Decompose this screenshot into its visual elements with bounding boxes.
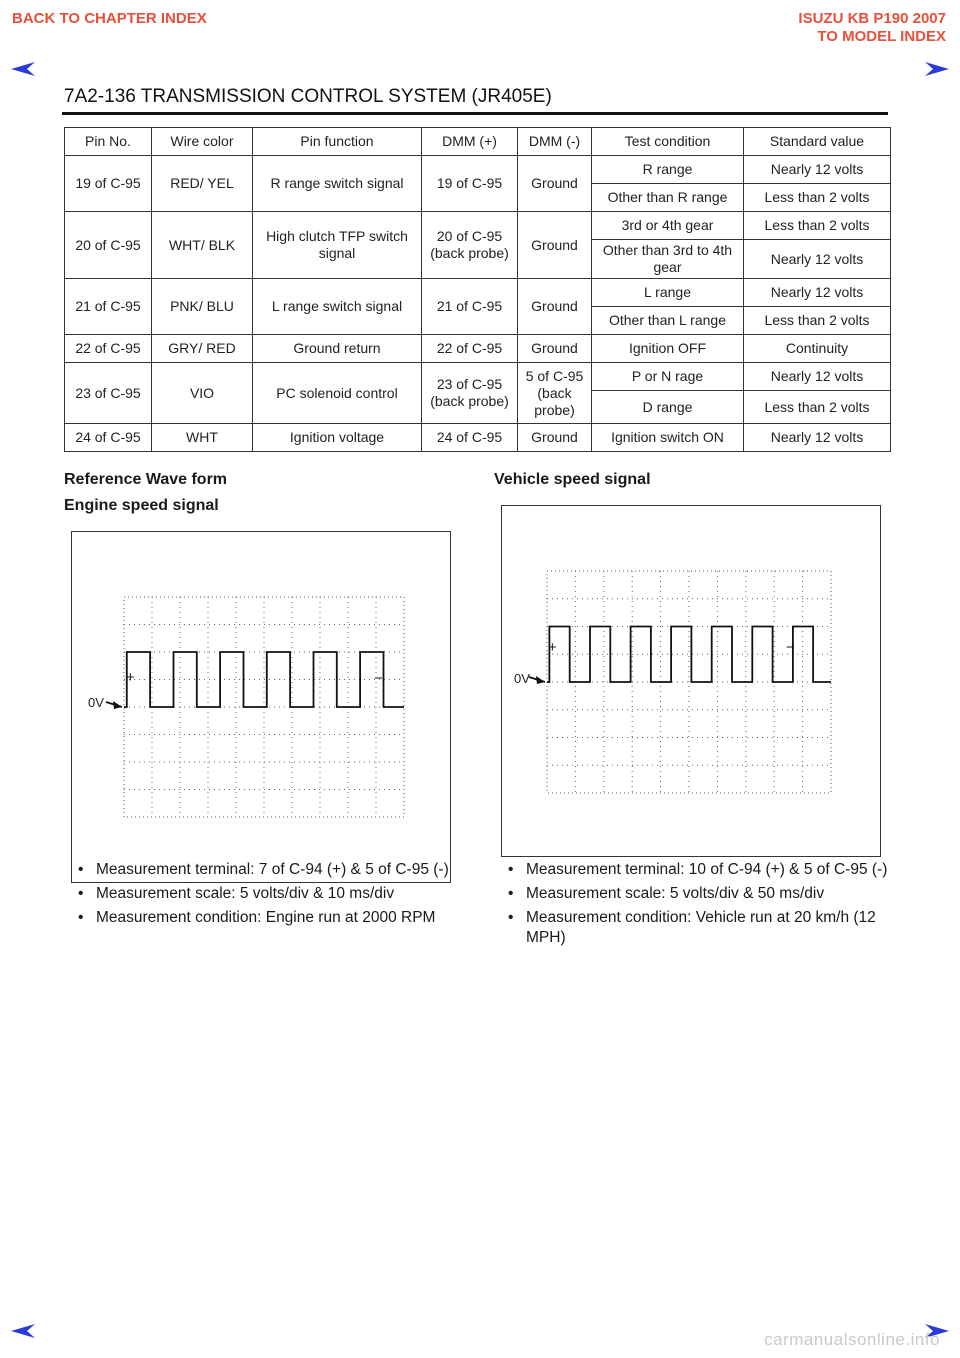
test-condition-cell: P or N rage xyxy=(592,363,744,391)
test-condition-cell: R range xyxy=(592,156,744,184)
pin-cell: 20 of C-95 xyxy=(65,212,152,279)
engine-waveform-svg xyxy=(72,532,450,882)
vehicle-speed-scope xyxy=(501,505,881,857)
standard-value-cell: Less than 2 volts xyxy=(744,307,891,335)
pin-table xyxy=(64,127,891,452)
wire-cell: GRY/ RED xyxy=(152,335,253,363)
function-cell: High clutch TFP switch signal xyxy=(253,212,422,279)
list-item: • Measurement condition: Engine run at 2000 RPM xyxy=(64,908,464,928)
engine-speed-scope xyxy=(71,531,451,883)
dmm-pos-cell: 19 of C-95 xyxy=(422,156,518,212)
vehicle-zero-label: 0V xyxy=(514,671,530,686)
column-header: Test condition xyxy=(592,128,744,156)
table-row xyxy=(65,212,891,240)
test-condition-cell: Other than L range xyxy=(592,307,744,335)
test-condition-cell: Ignition OFF xyxy=(592,335,744,363)
vehicle-waveform-svg xyxy=(502,506,880,856)
vehicle-speed-title: Vehicle speed signal xyxy=(494,471,651,488)
column-header: Standard value xyxy=(744,128,891,156)
standard-value-cell: Nearly 12 volts xyxy=(744,156,891,184)
wire-cell: PNK/ BLU xyxy=(152,279,253,335)
page-title: 7A2-136 TRANSMISSION CONTROL SYSTEM (JR405E) xyxy=(64,86,552,107)
vehicle-zero-arrow-icon xyxy=(536,676,545,684)
pin-cell: 22 of C-95 xyxy=(65,335,152,363)
dmm-neg-cell: Ground xyxy=(518,279,592,335)
dmm-neg-cell: 5 of C-95 (back probe) xyxy=(518,363,592,424)
dmm-neg-cell: Ground xyxy=(518,335,592,363)
table-row xyxy=(65,335,891,363)
model-title: ISUZU KB P190 2007 xyxy=(798,10,946,27)
function-cell: Ignition voltage xyxy=(253,424,422,452)
table-row xyxy=(65,156,891,184)
standard-value-cell: Nearly 12 volts xyxy=(744,279,891,307)
vehicle-plus-marker: + xyxy=(548,639,557,656)
vehicle-minus-marker: − xyxy=(786,639,795,656)
standard-value-cell: Continuity xyxy=(744,335,891,363)
engine-zero-arrow-icon xyxy=(113,701,122,709)
prev-page-arrow-icon[interactable] xyxy=(10,60,36,78)
pin-cell: 19 of C-95 xyxy=(65,156,152,212)
engine-bullet-list xyxy=(64,860,464,932)
standard-value-cell: Nearly 12 volts xyxy=(744,240,891,279)
function-cell: Ground return xyxy=(253,335,422,363)
vehicle-bullet-list xyxy=(494,860,894,952)
prev-page-arrow-bottom-icon[interactable] xyxy=(10,1322,36,1340)
list-item: • Measurement terminal: 10 of C-94 (+) & 5 of C-95 (-) xyxy=(494,860,894,880)
dmm-pos-cell: 21 of C-95 xyxy=(422,279,518,335)
standard-value-cell: Nearly 12 volts xyxy=(744,363,891,391)
pin-cell: 24 of C-95 xyxy=(65,424,152,452)
column-header: Pin No. xyxy=(65,128,152,156)
list-item: • Measurement scale: 5 volts/div & 50 ms/div xyxy=(494,884,894,904)
test-condition-cell: Ignition switch ON xyxy=(592,424,744,452)
function-cell: L range switch signal xyxy=(253,279,422,335)
test-condition-cell: Other than 3rd to 4th gear xyxy=(592,240,744,279)
test-condition-cell: 3rd or 4th gear xyxy=(592,212,744,240)
test-condition-cell: D range xyxy=(592,391,744,424)
column-header: DMM (-) xyxy=(518,128,592,156)
engine-minus-marker: − xyxy=(374,670,383,687)
dmm-pos-cell: 22 of C-95 xyxy=(422,335,518,363)
model-index-block[interactable] xyxy=(798,10,946,46)
wire-cell: WHT/ BLK xyxy=(152,212,253,279)
table-row xyxy=(65,363,891,391)
test-condition-cell: Other than R range xyxy=(592,184,744,212)
pin-cell: 21 of C-95 xyxy=(65,279,152,335)
standard-value-cell: Less than 2 volts xyxy=(744,184,891,212)
table-row xyxy=(65,424,891,452)
wire-cell: WHT xyxy=(152,424,253,452)
column-header: DMM (+) xyxy=(422,128,518,156)
dmm-pos-cell: 23 of C-95 (back probe) xyxy=(422,363,518,424)
back-to-chapter-index-link[interactable]: BACK TO CHAPTER INDEX xyxy=(12,10,207,27)
header-rule xyxy=(62,112,888,115)
dmm-pos-cell: 20 of C-95 (back probe) xyxy=(422,212,518,279)
dmm-neg-cell: Ground xyxy=(518,156,592,212)
table-row xyxy=(65,279,891,307)
next-page-arrow-icon[interactable] xyxy=(924,60,950,78)
standard-value-cell: Nearly 12 volts xyxy=(744,424,891,452)
function-cell: PC solenoid control xyxy=(253,363,422,424)
engine-speed-title: Engine speed signal xyxy=(64,497,219,514)
list-item: • Measurement condition: Vehicle run at 20 km/h (12 MPH) xyxy=(494,908,894,948)
list-item: • Measurement scale: 5 volts/div & 10 ms/div xyxy=(64,884,464,904)
watermark: carmanualsonline.info xyxy=(764,1330,940,1349)
standard-value-cell: Less than 2 volts xyxy=(744,212,891,240)
column-header: Wire color xyxy=(152,128,253,156)
standard-value-cell: Less than 2 volts xyxy=(744,391,891,424)
table-header-row xyxy=(65,128,891,156)
wire-cell: VIO xyxy=(152,363,253,424)
engine-zero-label: 0V xyxy=(88,695,104,710)
function-cell: R range switch signal xyxy=(253,156,422,212)
test-condition-cell: L range xyxy=(592,279,744,307)
pin-cell: 23 of C-95 xyxy=(65,363,152,424)
column-header: Pin function xyxy=(253,128,422,156)
to-model-index-link[interactable]: TO MODEL INDEX xyxy=(817,28,946,45)
wire-cell: RED/ YEL xyxy=(152,156,253,212)
dmm-neg-cell: Ground xyxy=(518,424,592,452)
engine-plus-marker: + xyxy=(126,669,135,686)
dmm-pos-cell: 24 of C-95 xyxy=(422,424,518,452)
reference-waveform-title: Reference Wave form xyxy=(64,471,228,488)
list-item: • Measurement terminal: 7 of C-94 (+) & 5 of C-95 (-) xyxy=(64,860,464,880)
dmm-neg-cell: Ground xyxy=(518,212,592,279)
